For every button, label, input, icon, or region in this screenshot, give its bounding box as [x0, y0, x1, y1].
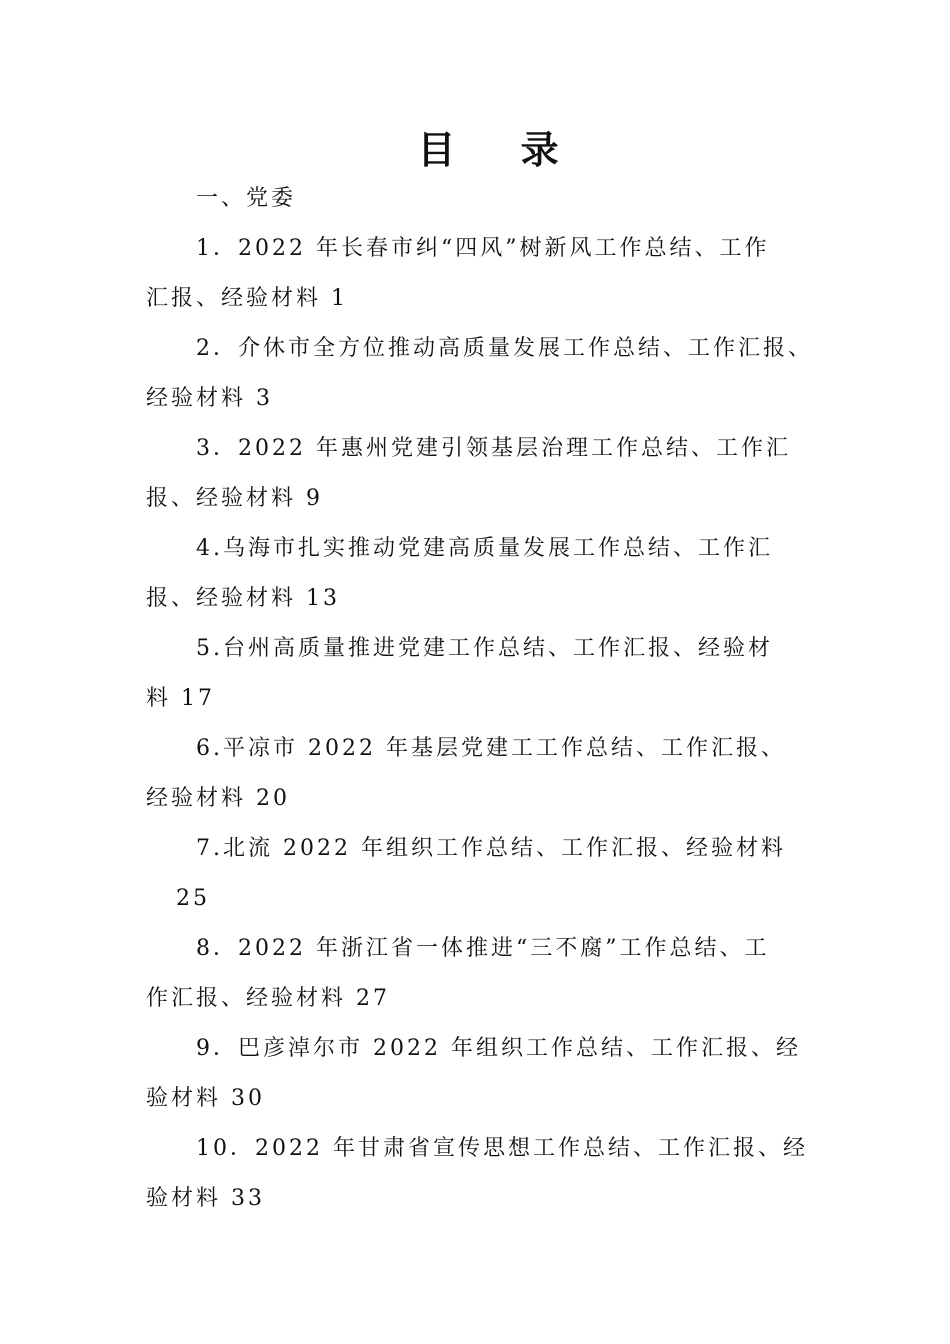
toc-entry-3-line1[interactable]: 3．2022 年惠州党建引领基层治理工作总结、工作汇	[196, 436, 791, 461]
toc-entry-8-line1[interactable]: 8．2022 年浙江省一体推进“三不腐”工作总结、工	[196, 936, 770, 961]
toc-entry-8-line2[interactable]: 作汇报、经验材料 27	[146, 986, 390, 1011]
toc-entry-5-line1[interactable]: 5.台州高质量推进党建工作总结、工作汇报、经验材	[196, 636, 773, 661]
toc-entry-7-line1[interactable]: 7.北流 2022 年组织工作总结、工作汇报、经验材料	[196, 836, 786, 861]
toc-entry-2-line2[interactable]: 经验材料 3	[146, 386, 273, 411]
toc-entry-6-line1[interactable]: 6.平凉市 2022 年基层党建工工作总结、工作汇报、	[196, 736, 786, 761]
toc-entry-1-line2[interactable]: 汇报、经验材料 1	[146, 286, 348, 311]
toc-entry-10-line2[interactable]: 验材料 33	[146, 1186, 265, 1211]
toc-entry-4-line1[interactable]: 4.乌海市扎实推动党建高质量发展工作总结、工作汇	[196, 536, 773, 561]
toc-entry-5-line2[interactable]: 料 17	[146, 686, 215, 711]
toc-entry-7-line2[interactable]: 25	[176, 886, 210, 911]
toc-entry-2-line1[interactable]: 2．介休市全方位推动高质量发展工作总结、工作汇报、	[196, 336, 813, 361]
toc-entry-9-line2[interactable]: 验材料 30	[146, 1086, 265, 1111]
toc-entry-9-line1[interactable]: 9．巴彦淖尔市 2022 年组织工作总结、工作汇报、经	[196, 1036, 801, 1061]
toc-entry-6-line2[interactable]: 经验材料 20	[146, 786, 290, 811]
section-heading: 一、党委	[196, 186, 297, 211]
page-title: 目 录	[417, 128, 585, 172]
toc-entry-1-line1[interactable]: 1．2022 年长春市纠“四风”树新风工作总结、工作	[196, 236, 770, 261]
toc-entry-4-line2[interactable]: 报、经验材料 13	[146, 586, 340, 611]
toc-entry-3-line2[interactable]: 报、经验材料 9	[146, 486, 323, 511]
toc-entry-10-line1[interactable]: 10．2022 年甘肃省宣传思想工作总结、工作汇报、经	[196, 1136, 808, 1161]
